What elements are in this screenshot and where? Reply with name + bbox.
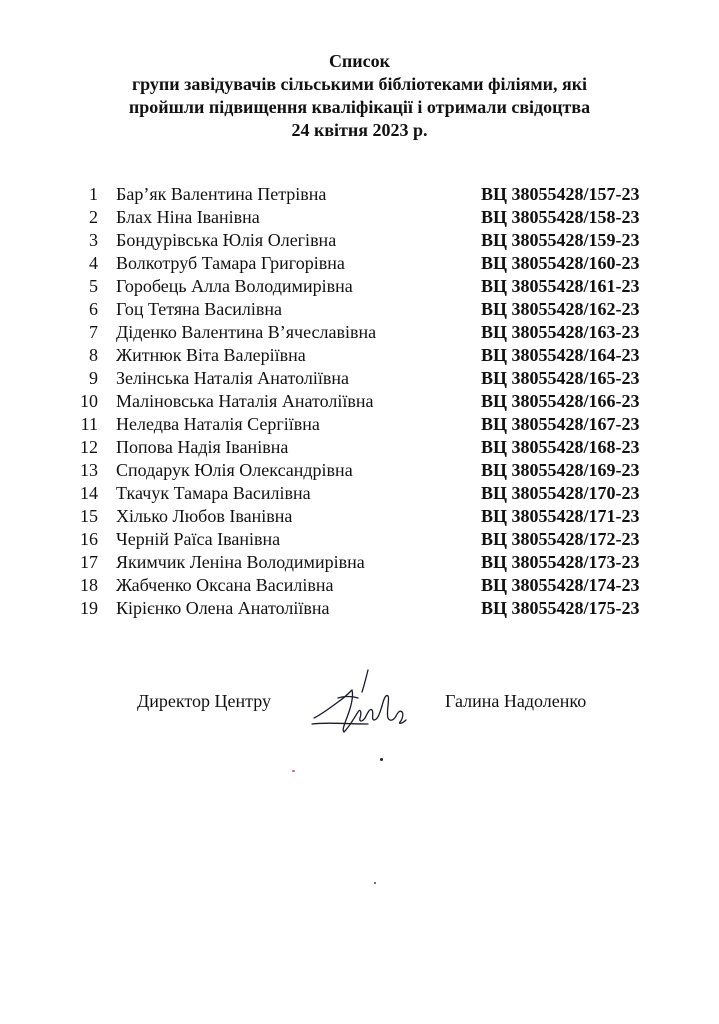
title-line-3: пройшли підвищення кваліфікації і отримали свідоцтва: [128, 97, 591, 117]
list-item: [0, 275, 719, 298]
list-item-certificate: ВЦ 38055428/165-23: [481, 368, 640, 388]
list-item-number: 8: [89, 345, 98, 365]
list-item: [0, 298, 719, 321]
list-item: [0, 229, 719, 252]
list-item-number: 9: [89, 368, 98, 388]
list-item-name: Маліновська Наталія Анатоліївна: [116, 391, 374, 411]
list-item-name: Якимчик Леніна Володимирівна: [116, 552, 365, 572]
list-item-certificate: ВЦ 38055428/168-23: [481, 437, 640, 457]
list-item-certificate: ВЦ 38055428/164-23: [481, 345, 640, 365]
title-line-1: Список: [328, 51, 391, 71]
list-item-certificate: ВЦ 38055428/172-23: [481, 529, 640, 549]
list-item-number: 1: [89, 184, 98, 204]
scan-speck: [292, 770, 295, 772]
list-item-name: Гоц Тетяна Василівна: [116, 299, 283, 319]
list-item-name: Житнюк Віта Валеріївна: [116, 345, 306, 365]
list-item-name: Ткачук Тамара Василівна: [116, 483, 311, 503]
list-item-certificate: ВЦ 38055428/175-23: [481, 598, 640, 618]
list-item: [0, 413, 719, 436]
list-item-number: 2: [89, 207, 98, 227]
list-item-number: 17: [80, 552, 98, 572]
signer-name: Галина Надоленко: [445, 691, 587, 711]
list-item: [0, 528, 719, 551]
list-item: [0, 574, 719, 597]
list-item-name: Неледва Наталія Сергіївна: [116, 414, 320, 434]
list-item: [0, 505, 719, 528]
list-item-number: 15: [80, 506, 98, 526]
list-item: [0, 344, 719, 367]
list-item: [0, 367, 719, 390]
list-item-number: 6: [89, 299, 98, 319]
list-item-certificate: ВЦ 38055428/170-23: [481, 483, 640, 503]
list-item-name: Черній Раїса Іванівна: [116, 529, 281, 549]
list-item-certificate: ВЦ 38055428/159-23: [481, 230, 640, 250]
list-item-number: 13: [80, 460, 98, 480]
list-item-certificate: ВЦ 38055428/171-23: [481, 506, 640, 526]
list-item-number: 19: [80, 598, 98, 618]
list-item-name: Зелінська Наталія Анатоліївна: [116, 368, 349, 388]
list-item-certificate: ВЦ 38055428/161-23: [481, 276, 640, 296]
list-item-number: 18: [80, 575, 98, 595]
list-item-name: Хілько Любов Іванівна: [116, 506, 293, 526]
list-item-name: Горобець Алла Володимирівна: [116, 276, 353, 296]
list-item-name: Жабченко Оксана Василівна: [116, 575, 334, 595]
list-item-number: 12: [80, 437, 98, 457]
handwritten-signature-icon: [308, 668, 418, 748]
list-item: [0, 252, 719, 275]
list-item-name: Волкотруб Тамара Григорівна: [116, 253, 345, 273]
list-item: [0, 459, 719, 482]
list-item-name: Діденко Валентина В’ячеславівна: [116, 322, 377, 342]
list-item-number: 14: [80, 483, 98, 503]
list-item: [0, 321, 719, 344]
list-item-name: Бар’як Валентина Петрівна: [116, 184, 327, 204]
signature-block: [0, 668, 719, 748]
list-item-certificate: ВЦ 38055428/174-23: [481, 575, 640, 595]
list-item-number: 4: [89, 253, 98, 273]
list-item-name: Попова Надія Іванівна: [116, 437, 289, 457]
list-item: [0, 390, 719, 413]
list-item: [0, 206, 719, 229]
list-item: [0, 183, 719, 206]
list-item: [0, 597, 719, 620]
list-item: [0, 436, 719, 459]
list-item-number: 5: [89, 276, 98, 296]
list-item-name: Кірієнко Олена Анатоліївна: [116, 598, 330, 618]
document-title: [0, 50, 719, 142]
title-line-4: 24 квітня 2023 р.: [291, 120, 428, 140]
participants-list: [0, 183, 719, 620]
list-item: [0, 482, 719, 505]
list-item-number: 7: [89, 322, 98, 342]
list-item-number: 10: [80, 391, 98, 411]
list-item-certificate: ВЦ 38055428/169-23: [481, 460, 640, 480]
list-item-certificate: ВЦ 38055428/166-23: [481, 391, 640, 411]
title-line-2: групи завідувачів сільськими бібліотеками філіями, які: [131, 74, 588, 94]
scan-speck: [374, 882, 376, 884]
list-item-certificate: ВЦ 38055428/157-23: [481, 184, 640, 204]
signer-role: Директор Центру: [137, 691, 272, 711]
list-item-certificate: ВЦ 38055428/158-23: [481, 207, 640, 227]
list-item-number: 16: [80, 529, 98, 549]
list-item-name: Блах Ніна Іванівна: [116, 207, 260, 227]
list-item-certificate: ВЦ 38055428/163-23: [481, 322, 640, 342]
list-item-name: Сподарук Юлія Олександрівна: [116, 460, 353, 480]
list-item-number: 11: [80, 414, 98, 434]
scan-speck: [380, 758, 383, 761]
list-item: [0, 551, 719, 574]
list-item-certificate: ВЦ 38055428/160-23: [481, 253, 640, 273]
list-item-name: Бондурівська Юлія Олегівна: [116, 230, 337, 250]
list-item-certificate: ВЦ 38055428/167-23: [481, 414, 640, 434]
list-item-number: 3: [89, 230, 98, 250]
list-item-certificate: ВЦ 38055428/173-23: [481, 552, 640, 572]
list-item-certificate: ВЦ 38055428/162-23: [481, 299, 640, 319]
